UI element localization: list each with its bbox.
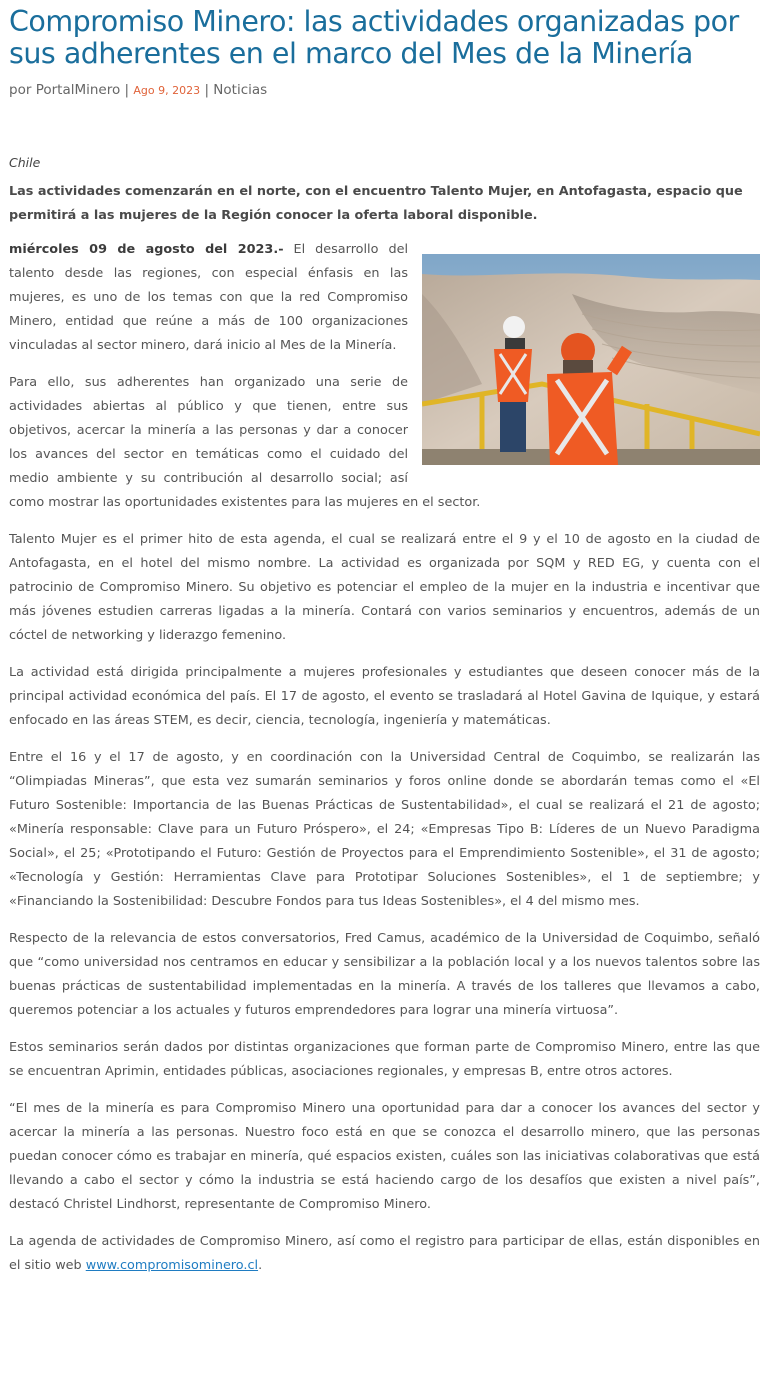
website-link[interactable]: www.compromisominero.cl [85, 1258, 259, 1273]
article-lead: Las actividades comenzarán en el norte, con el encuentro Talento Mujer, en Antofagasta, espacio que permitirá a las mujeres de la Región conocer la oferta laboral disponible. [9, 184, 743, 223]
closing-text: La agenda de actividades de Compromiso Minero, así como el registro para participar de ellas, están disponibles en el sitio web [9, 1234, 760, 1273]
paragraph: La actividad está dirigida principalmente a mujeres profesionales y estudiantes que deseen conocer más de la principal actividad económica del país. El 17 de agosto, el evento se trasladará al Hotel Gavina de Iquique, y estará enfocado en las áreas STEM, es decir, ciencia, tecnología, ingeniería y matemáticas. [9, 665, 760, 728]
mine-workers-photo [422, 254, 760, 465]
paragraph: Talento Mujer es el primer hito de esta agenda, el cual se realizará entre el 9 y el 10 de agosto en la ciudad de Antofagasta, en el hotel del mismo nombre. La actividad es organizada por SQM y RED EG, y cuenta con el patrocinio de Compromiso Minero. Su objetivo es potenciar el empleo de la mujer en la industria e incentivar que más jóvenes estudien carreras ligadas a la minería. Contará con varios seminarios y encuentros, además de un cóctel de networking y liderazgo femenino. [9, 532, 760, 643]
article-dateline: miércoles 09 de agosto del 2023.- [9, 242, 284, 257]
byline-prefix: por [9, 82, 32, 98]
article-title: Compromiso Minero: las actividades organizadas por sus adherentes en el marco del Mes de la Minería [9, 5, 739, 70]
article-image [422, 254, 760, 465]
meta-separator: | [124, 82, 130, 98]
paragraph: Estos seminarios serán dados por distintas organizaciones que forman parte de Compromiso Minero, entre las que se encuentran Aprimin, entidades públicas, asociaciones regionales, y empresas B, entre otros actores. [9, 1040, 760, 1079]
meta-separator: | [204, 82, 209, 98]
article-container [0, 6, 778, 1278]
publish-date: Ago 9, 2023 [133, 84, 201, 97]
closing-period: . [258, 1258, 263, 1273]
article-body [9, 238, 760, 1278]
article-location: Chile [9, 155, 41, 170]
article-meta [9, 80, 760, 101]
category-link[interactable]: Noticias [213, 82, 268, 98]
author-link[interactable]: PortalMinero [35, 82, 121, 98]
paragraph: “El mes de la minería es para Compromiso Minero una oportunidad para dar a conocer los avances del sector y acercar la minería a las personas. Nuestro foco está en que se conozca el desarrollo minero, que las personas puedan conocer cómo es trabajar en minería, qué espacios existen, cuáles son las iniciativas colaborativas que está llevando a cabo el sector y cómo la industria se está haciendo cargo de los desafíos que existen a nivel país”, destacó Christel Lindhorst, representante de Compromiso Minero. [9, 1101, 760, 1212]
intro-text: El desarrollo del talento desde las regiones, con especial énfasis en las mujeres, es uno de los temas con que la red Compromiso Minero, entidad que reúne a más de 100 organizaciones vinculadas al sector minero, dará inicio al Mes de la Minería. [9, 242, 408, 353]
paragraph: Respecto de la relevancia de estos conversatorios, Fred Camus, académico de la Universidad de Coquimbo, señaló que “como universidad nos centramos en educar y sensibilizar a la población local y a los nuevos talentos sobre las buenas prácticas de sustentabilidad implementadas en la minería. A través de los talleres que llevamos a cabo, queremos potenciar a los actuales y futuros emprendedores para lograr una minería virtuosa”. [9, 931, 760, 1018]
paragraph: Para ello, sus adherentes han organizado una serie de actividades abiertas al público y que tienen, entre sus objetivos, acercar la minería a las personas y dar a conocer los avances del sector en temáticas como el cuidado del medio ambiente y su contribución al desarrollo social; así como mostrar las oportunidades existentes para las mujeres en el sector. [9, 375, 481, 510]
paragraph-closing [9, 1230, 760, 1278]
paragraph: Entre el 16 y el 17 de agosto, y en coordinación con la Universidad Central de Coquimbo, se realizarán las “Olimpiadas Mineras”, que esta vez sumarán seminarios y foros online donde se abordarán temas como el «El Futuro Sostenible: Importancia de las Buenas Prácticas de Sustentabilidad», el cual se realizará el 21 de agosto; «Minería responsable: Clave para un Futuro Próspero», el 24; «Empresas Tipo B: Líderes de un Nuevo Paradigma Social», el 25; «Prototipando el Futuro: Gestión de Proyectos para el Emprendimiento Sostenible», el 31 de agosto; «Tecnología y Gestión: Herramientas Clave para Prototipar Soluciones Sostenibles», el 1 de septiembre; y «Financiando la Sostenibilidad: Descubre Fondos para tus Ideas Sostenibles», el 4 del mismo mes. [9, 750, 760, 909]
